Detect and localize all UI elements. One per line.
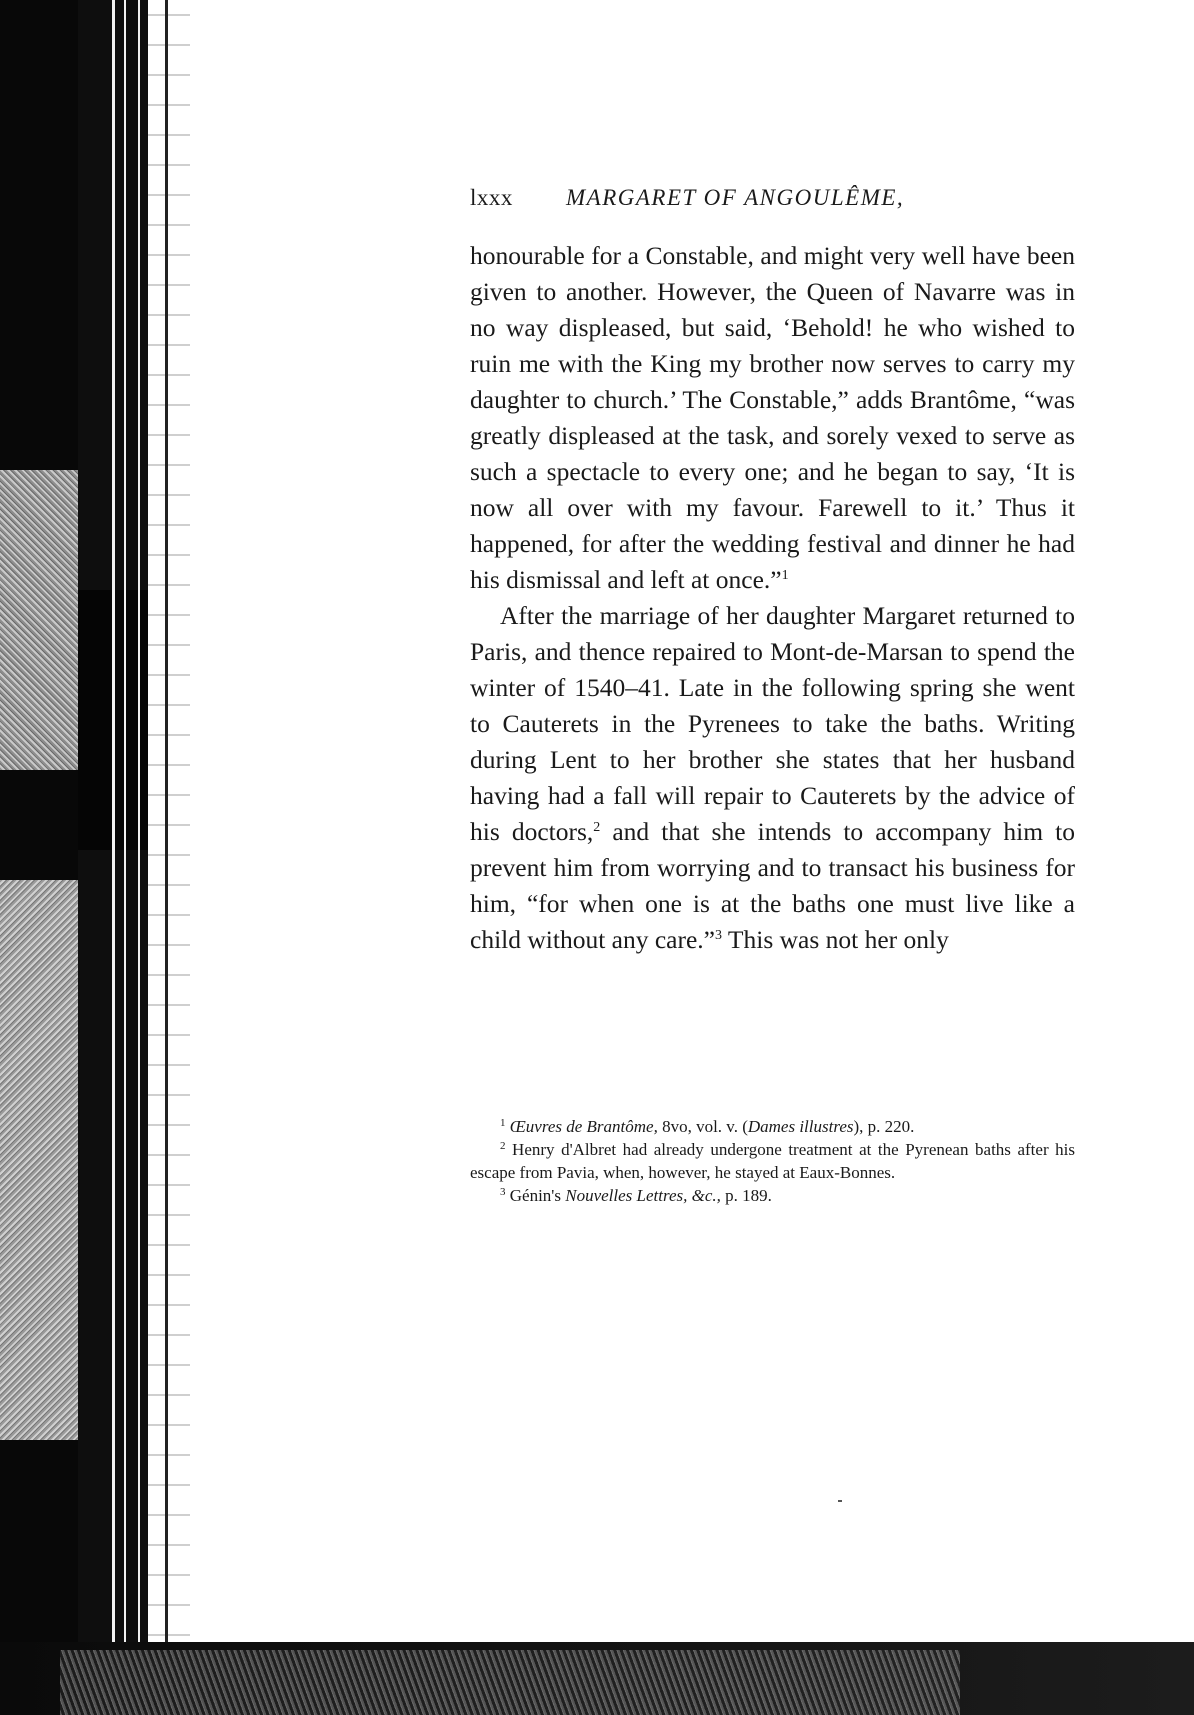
- footnote-text: ), p. 220.: [853, 1117, 915, 1136]
- footnote-text: Henry d'Albret had already undergone treatment at the Pyrenean baths after his escape from Pavia, when, however, he stayed at Eaux-Bonnes.: [470, 1140, 1075, 1182]
- running-header: [470, 185, 1075, 215]
- paragraph: [470, 238, 1075, 598]
- text-segment: After the marriage of her daughter Margaret returned to Paris, and thence repaired to Mont-de-Marsan to spend the winter of 1540–41. Late in the following spring she went to Cauterets in the Pyrenees to take the baths. Writing during Lent to her brother she states that her husband having had a fall will repair to Cauterets by the advice of his doctors,: [470, 601, 1075, 846]
- gutter-shadow: [0, 0, 78, 1715]
- footnote-italic: Nouvelles Lettres, &c.,: [565, 1186, 721, 1205]
- text-segment: and that she intends to accompany him to prevent him from worrying and to transact his business for him, “for when one is at the baths one must live like a child without any care.”: [470, 817, 1076, 954]
- footnote-text: 8vo, vol. v. (: [657, 1117, 748, 1136]
- paragraph: [470, 598, 1075, 958]
- footnote-text: Génin's: [505, 1186, 566, 1205]
- footnote-marker: 3: [500, 1186, 506, 1198]
- running-title: MARGARET OF ANGOULÊME,: [566, 185, 905, 210]
- page-number: lxxx: [470, 185, 513, 210]
- scan-speck: [838, 1500, 842, 1502]
- footnotes: [470, 1115, 1075, 1207]
- footnote-marker: 2: [500, 1140, 506, 1152]
- footnote-text: p. 189.: [720, 1186, 772, 1205]
- footnote-reference: 1: [781, 568, 789, 583]
- footnote-reference: 2: [593, 820, 601, 835]
- book-gutter: [0, 0, 190, 1715]
- footnote-italic: Dames illustres: [747, 1117, 854, 1136]
- gutter-highlight: [124, 0, 126, 1715]
- body-text: [470, 238, 1075, 958]
- scan-bottom-speckle: [60, 1650, 960, 1715]
- gutter-speckle: [0, 470, 78, 770]
- footnote: [470, 1115, 1075, 1138]
- footnote: [470, 1138, 1075, 1184]
- footnote-reference: 3: [715, 928, 722, 943]
- text-segment: This was not her only: [722, 925, 949, 954]
- gutter-speckle-lower: [0, 880, 78, 1440]
- page-fold-line: [165, 0, 168, 1715]
- gutter-binding-dark: [78, 590, 158, 850]
- text-segment: honourable for a Constable, and might very well have been given to another. However, the Queen of Navarre was in no way displeased, but said, ‘Behold! he who wished to ruin me with the King my brother now serves to carry my daughter to church.’ The Constable,” adds Brantôme, “was greatly displeased at the task, and sorely vexed to serve as such a spectacle to every one; and he began to say, ‘It is now all over with my favour. Farewell to it.’ Thus it happened, for after the wedding festival and dinner he had his dismissal and left at once.”: [470, 241, 1075, 594]
- gutter-highlight: [138, 0, 140, 1715]
- footnote-italic: Œuvres de Brantôme,: [509, 1117, 658, 1136]
- footnote-marker: 1: [500, 1117, 506, 1129]
- gutter-highlight: [112, 0, 115, 1715]
- page-edges: [148, 0, 190, 1715]
- footnote: [470, 1184, 1075, 1207]
